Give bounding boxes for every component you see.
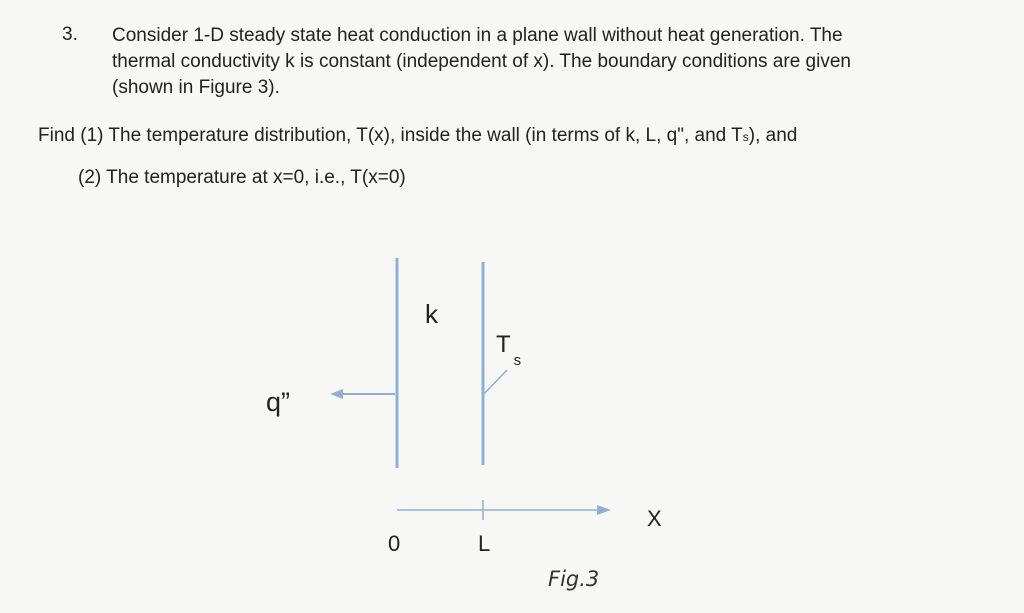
x-axis-arrowhead [597,505,611,515]
k-label: k [425,299,438,329]
origin-label: 0 [388,531,401,556]
problem-line-2: thermal conductivity k is constant (independent of x). The boundary conditions are given [112,51,851,72]
ts-leader-line [483,370,507,395]
find-end: ), and [748,125,798,146]
ts-label-subscript: s [513,352,522,369]
find-text: Find (1) The temperature distribution, T(x), inside the wall (in terms of k, L, q", and T [38,125,743,146]
ts-label-main: T [496,331,511,358]
x-axis-label: X [647,506,662,531]
find-subscript: s [742,130,749,144]
part-2-line: (2) The temperature at x=0, i.e., T(x=0) [78,167,406,188]
problem-number: 3. [62,24,78,45]
heat-flux-arrowhead [330,389,343,399]
figure-caption: Fig.3 [548,567,600,591]
problem-line-1: Consider 1-D steady state heat conduction in a plane wall without heat generation. The [112,25,843,46]
q-flux-label: q” [266,387,291,417]
ts-label [496,331,521,369]
L-label: L [478,531,491,556]
problem-line-3: (shown in Figure 3). [112,77,280,98]
